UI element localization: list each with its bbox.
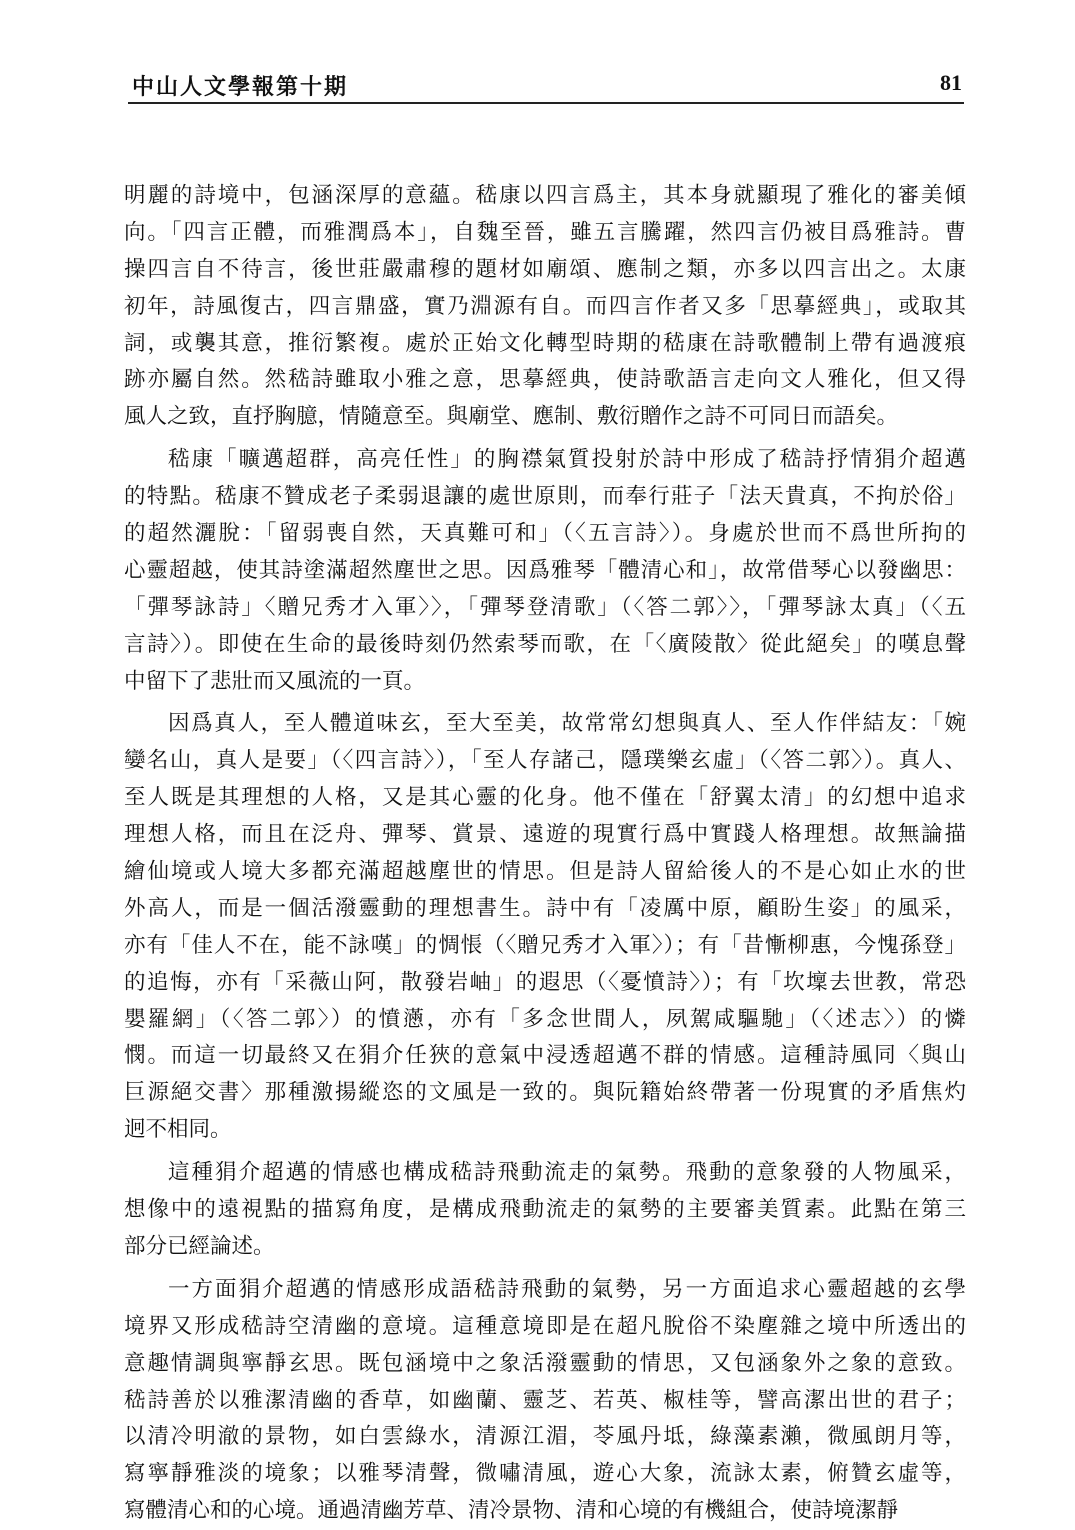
text-line: 的追悔，亦有「采薇山阿，散發岩岫」的遐思（〈憂憤詩〉）；有「坎壈去世教，常恐: [124, 969, 966, 995]
text-line: 因爲真人，至人體道味玄，至大至美，故常常幻想與真人、至人作伴結友：「婉: [168, 711, 966, 737]
text-line: 巨源絕交書〉那種激揚縱恣的文風是一致的。與阮籍始終帶著一份現實的矛盾焦灼: [124, 1080, 966, 1106]
text-line: 亦有「佳人不在，能不詠嘆」的惆悵（〈贈兄秀才入軍〉）；有「昔慚柳惠，今愧孫登」: [124, 932, 966, 958]
paragraph: [124, 1272, 966, 1530]
text-line: 操四言自不待言，後世莊嚴肅穆的題材如廟頌、應制之類，亦多以四言出之。太康: [124, 256, 966, 282]
text-line: 部分已經論述。: [124, 1233, 275, 1259]
text-line: 寫寧靜雅淡的境象；以雅琴清聲，微嘯清風，遊心大象，流詠太素，俯贊玄虛等，: [124, 1461, 966, 1487]
text-line: 風人之致，直抒胸臆，情隨意至。與廟堂、應制、敷衍贈作之詩不可同日而語矣。: [124, 404, 899, 430]
text-line: 的特點。嵇康不贊成老子柔弱退讓的處世原則，而奉行莊子「法天貴真，不拘於俗」: [124, 484, 966, 510]
text-line: 跡亦屬自然。然嵇詩雖取小雅之意，思摹經典，使詩歌語言走向文人雅化，但又得: [124, 367, 966, 393]
text-line: 想像中的遠視點的描寫角度，是構成飛動流走的氣勢的主要審美質素。此點在第三: [124, 1197, 966, 1223]
text-line: 外高人，而是一個活潑靈動的理想書生。詩中有「凌厲中原，顧盼生姿」的風采，: [124, 895, 966, 921]
paragraph: [124, 178, 966, 436]
text-line: 迥不相同。: [124, 1117, 232, 1143]
text-line: 一方面狷介超邁的情感形成語嵇詩飛動的氣勢，另一方面追求心靈超越的玄學: [168, 1276, 966, 1302]
text-line: 孌名山，真人是要」（〈四言詩〉），「至人存諸己，隱璞樂玄虛」（〈答二郭〉）。真人、: [124, 748, 966, 774]
page-number: 81: [940, 70, 962, 95]
text-line: 寫體清心和的心境。通過清幽芳草、清冷景物、清和心境的有機組合，使詩境潔靜: [124, 1498, 899, 1524]
journal-title: 中山人文學報第十期: [132, 75, 349, 100]
text-line: 嬰羅網」（〈答二郭〉）的憤懣，亦有「多念世間人，夙駕咸驅馳」（〈述志〉）的憐: [124, 1006, 966, 1032]
text-line: 以清冷明澈的景物，如白雲綠水，清源江湄，苓風丹坻，綠藻素瀨，微風朗月等，: [124, 1424, 966, 1450]
text-line: 嵇詩善於以雅潔清幽的香草，如幽蘭、靈芝、若英、椒桂等，譬高潔出世的君子；: [124, 1387, 966, 1413]
text-line: 「彈琴詠詩」〈贈兄秀才入軍〉〉，「彈琴登清歌」（〈答二郭〉〉，「彈琴詠太真」（〈五: [124, 594, 966, 620]
running-header: [128, 68, 964, 98]
text-line: 明麗的詩境中，包涵深厚的意蘊。嵇康以四言爲主，其本身就顯現了雅化的審美傾: [124, 183, 966, 208]
text-line: 這種狷介超邁的情感也構成嵇詩飛動流走的氣勢。飛動的意象發的人物風采，: [168, 1160, 966, 1186]
text-line: 詞，或襲其意，推衍繁複。處於正始文化轉型時期的嵇康在詩歌體制上帶有過渡痕: [124, 330, 966, 356]
text-line: 繪仙境或人境大多都充滿超越塵世的情思。但是詩人留給後人的不是心如止水的世: [124, 859, 966, 885]
text-line: 中留下了悲壯而又風流的一頁。: [124, 668, 426, 694]
text-line: 至人既是其理想的人格，又是其心靈的化身。他不僅在「舒翼太清」的幻想中追求: [124, 785, 966, 811]
text-line: 意趣情調與寧靜玄思。既包涵境中之象活潑靈動的情思，又包涵象外之象的意致。: [124, 1350, 966, 1376]
text-line: 的超然灑脫：「留弱喪自然，天真難可和」（〈五言詩〉）。身處於世而不爲世所拘的: [124, 521, 966, 547]
paragraph: [124, 1155, 966, 1266]
text-line: 理想人格，而且在泛舟、彈琴、賞景、遠遊的現實行爲中實踐人格理想。故無論描: [124, 822, 966, 848]
header-rule: [128, 102, 964, 104]
paragraph: [124, 706, 966, 1149]
text-line: 向。「四言正體，而雅潤爲本」，自魏至晉，雖五言騰躍，然四言仍被目爲雅詩。曹: [124, 219, 966, 245]
body-text: [124, 178, 966, 1530]
paragraph: [124, 442, 966, 700]
text-line: 言詩〉）。即使在生命的最後時刻仍然索琴而歌，在「〈廣陵散〉從此絕矣」的嘆息聲: [124, 631, 966, 657]
text-line: 嵇康「曠邁超群，高亮任性」的胸襟氣質投射於詩中形成了嵇詩抒情狷介超邁: [168, 447, 966, 473]
text-line: 境界又形成嵇詩空清幽的意境。這種意境即是在超凡脫俗不染塵雜之境中所透出的: [124, 1313, 966, 1339]
text-line: 憫。而這一切最終又在狷介任狹的意氣中浸透超邁不群的情感。這種詩風同〈與山: [124, 1043, 966, 1069]
text-line: 心靈超越，使其詩塗滿超然塵世之思。因爲雅琴「體清心和」，故常借琴心以發幽思：: [124, 557, 966, 583]
text-line: 初年，詩風復古，四言鼎盛，實乃淵源有自。而四言作者又多「思摹經典」，或取其: [124, 293, 966, 319]
